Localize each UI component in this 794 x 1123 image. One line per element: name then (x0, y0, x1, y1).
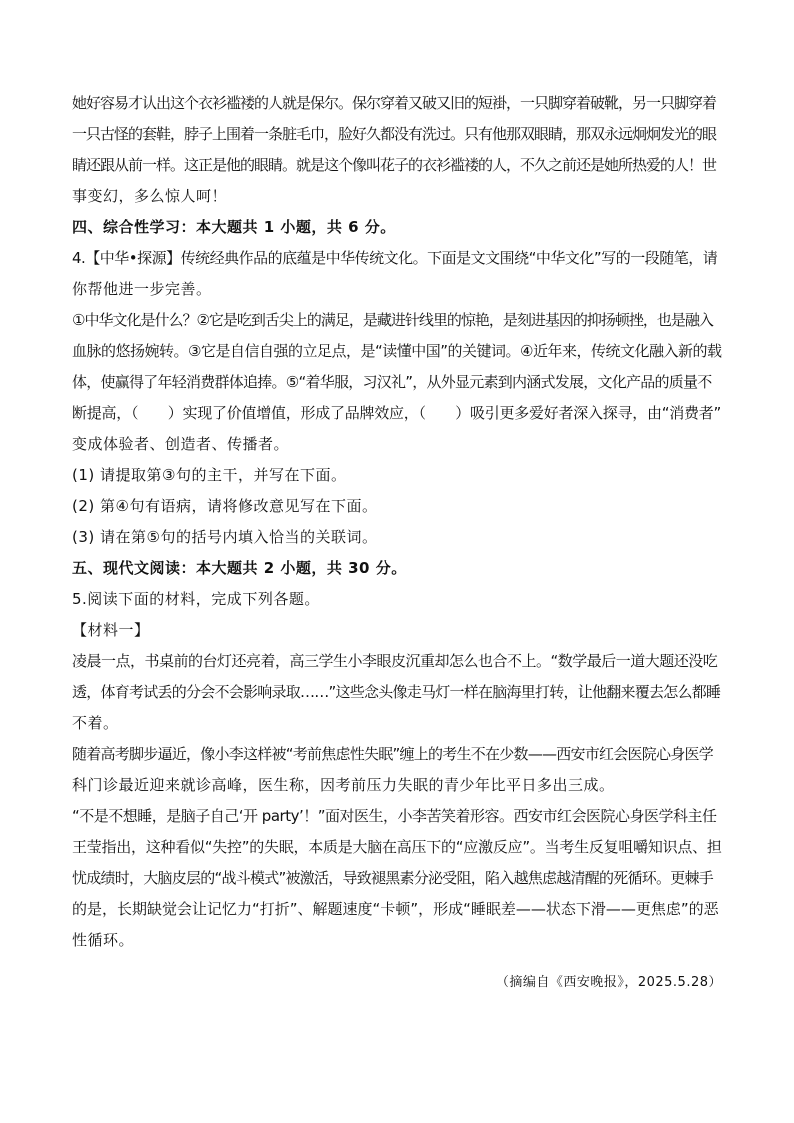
q4-passage-line: 变成体验者、创造者、传播者。 (72, 435, 290, 453)
intro-line: 一只古怪的套鞋，脖子上围着一条脏毛巾，脸好久都没有洗过。只有他那双眼睛，那双永远炯炯发光的眼 (72, 125, 717, 143)
material-line: 透，体育考试丢的分会不会影响录取……”这些念头像走马灯一样在脑海里打转，让他翻来覆去怎么都睡 (72, 683, 721, 701)
intro-line: 事变幻，多么惊人呵！ (72, 187, 228, 205)
material-line: 性循环。 (72, 931, 135, 949)
q4-subquestion-3: (3) 请在第⑤句的括号内填入恰当的关联词。 (72, 528, 378, 546)
source-citation: （摘编自《西安晚报》，2025.5.28） (495, 975, 722, 990)
q4-passage-line: ①中华文化是什么？②它是吃到舌尖上的满足，是藏进针线里的惊艳，是刻进基因的抑扬顿挫，也是融入 (72, 311, 713, 329)
q4-subquestion-1: (1) 请提取第③句的主干，并写在下面。 (72, 466, 347, 484)
q4-passage-line: 断提高，（ ）实现了价值增值，形成了品牌效应，（ ）吸引更多爱好者深入探寻，由“消费者” (72, 404, 722, 422)
intro-line: 她好容易才认出这个衣衫褴褛的人就是保尔。保尔穿着又破又旧的短褂，一只脚穿着破靴，另一只脚穿着 (72, 94, 717, 112)
q4-prompt-line: 4.【中华•探源】传统经典作品的底蕴是中华传统文化。下面是文文围绕“中华文化”写的一段随笔，请 (72, 249, 718, 267)
material-line: 随着高考脚步逼近，像小李这样被“考前焦虑性失眠”缠上的考生不在少数——西安市红会医院心身医学 (72, 745, 714, 763)
material-label: 【材料一】 (72, 621, 150, 639)
material-line: 忧成绩时，大脑皮层的“战斗模式”被激活，导致褪黑素分泌受阻，陷入越焦虑越清醒的死循环。更棘手 (72, 869, 714, 887)
section4-heading: 四、综合性学习：本大题共 1 小题，共 6 分。 (72, 218, 396, 236)
q4-subquestion-2: (2) 第④句有语病，请将修改意见写在下面。 (72, 497, 378, 515)
q4-passage-line: 体，使赢得了年轻消费群体追捧。⑤“着华服，习汉礼”，从外显元素到内涵式发展，文化产品的质量不 (72, 373, 712, 391)
material-line: 科门诊最近迎来就诊高峰，医生称，因考前压力失眠的青少年比平日多出三成。 (72, 776, 615, 794)
material-line: 王莹指出，这种看似“失控”的失眠，本质是大脑在高压下的“应激反应”。当考生反复咀嚼知识点、担 (72, 838, 722, 856)
q5-prompt: 5.阅读下面的材料，完成下列各题。 (72, 590, 320, 608)
material-line: 凌晨一点，书桌前的台灯还亮着，高三学生小李眼皮沉重却怎么也合不上。“数学最后一道大题还没吃 (72, 652, 718, 670)
section5-heading: 五、现代文阅读：本大题共 2 小题，共 30 分。 (72, 559, 407, 577)
material-line: 不着。 (72, 714, 119, 732)
material-line: 的是，长期缺觉会让记忆力“打折”、解题速度“卡顿”，形成“睡眠差——状态下滑——更焦虑”的恶 (72, 900, 719, 918)
intro-line: 睛还跟从前一样。这正是他的眼睛。就是这个像叫花子的衣衫褴褛的人，不久之前还是她所热爱的人！世 (72, 156, 717, 174)
material-line: “不是不想睡，是脑子自己‘开 party’！”面对医生，小李苦笑着形容。西安市红会医院心身医学科主任 (72, 807, 717, 825)
q4-passage-line: 血脉的悠扬婉转。③它是自信自强的立足点，是“读懂中国”的关键词。④近年来，传统文化融入新的载 (72, 342, 722, 360)
q4-prompt-line: 你帮他进一步完善。 (72, 280, 212, 298)
